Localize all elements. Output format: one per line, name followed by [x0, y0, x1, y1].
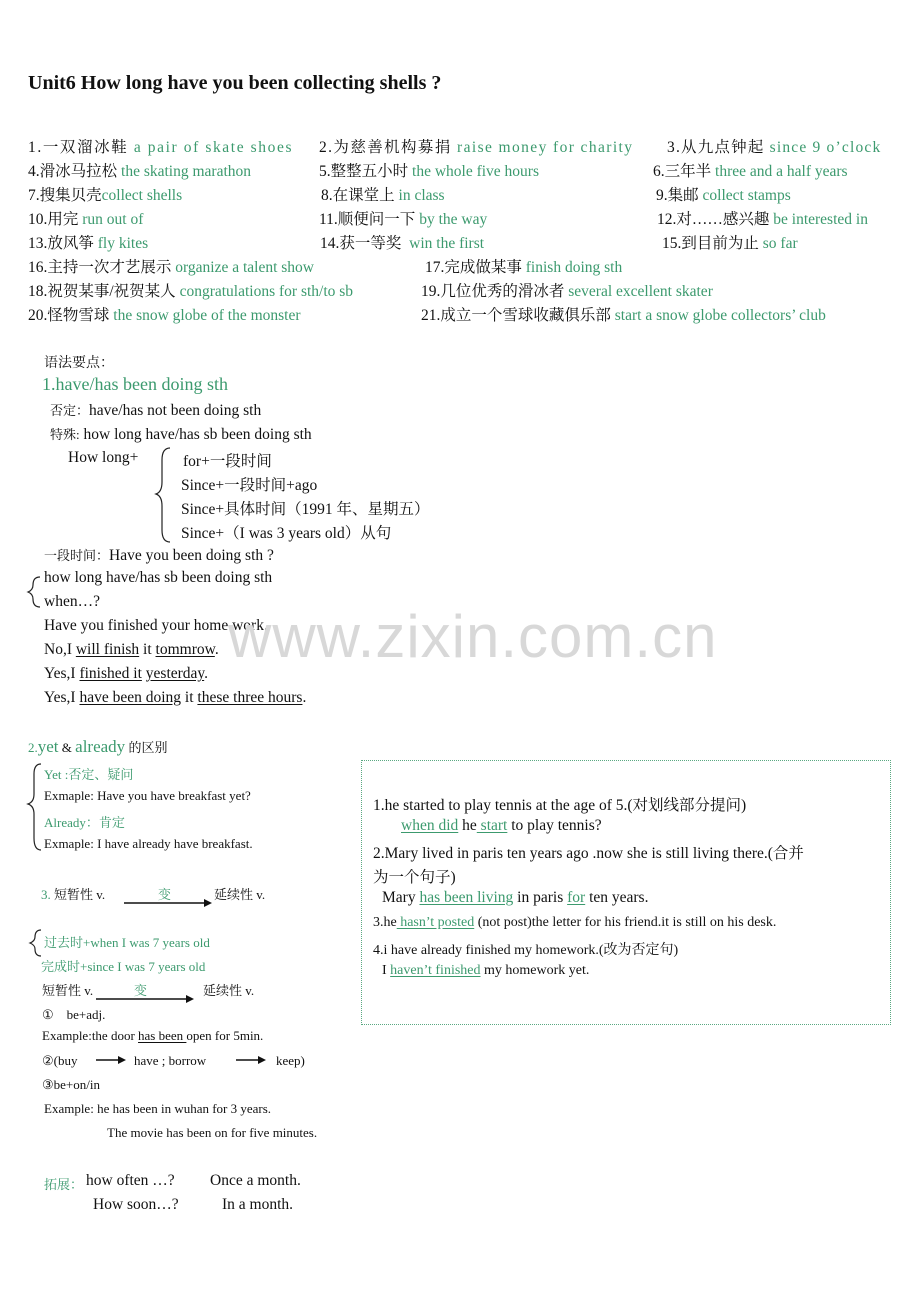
section-heading: 语法要点： [44, 356, 114, 371]
perfect-tense-line: 完成时+since I was 7 years old [41, 959, 206, 974]
list-item: 6.三年半 three and a half years [653, 163, 848, 180]
continuous-label: 延续性 v. [203, 983, 255, 998]
option-since-ago: Since+一段时间+ago [181, 477, 318, 494]
dialog-question: Have you finished your home work. [44, 617, 268, 634]
arrow-icon [96, 1055, 128, 1065]
list-item: 14.获一等奖 win the first [320, 235, 485, 252]
special-form: 特殊: how long have/has sb been doing sth [50, 426, 312, 443]
dialog-answer-2: Yes,I finished it yesterday. [44, 665, 209, 682]
exercise-question-1: 1.he started to play tennis at the age of 5.(对划线部分提问) [373, 797, 747, 814]
extend-question-1: how often …? [86, 1172, 175, 1189]
extend-question-2: How soon…? [93, 1196, 179, 1213]
rule-3-example-2: The movie has been on for five minutes. [107, 1125, 318, 1140]
continuous-label: 延续性 v. [214, 887, 266, 902]
extend-answer-2: In a month. [222, 1196, 294, 1213]
rule-3-example-1: Example: he has been in wuhan for 3 years. [44, 1101, 272, 1116]
list-item: 21.成立一个雪球收藏俱乐部 start a snow globe collectors’ club [421, 307, 826, 324]
list-item: 8.在课堂上 in class [321, 187, 445, 204]
list-item: 3.从九点钟起 since 9 o’clock [667, 139, 882, 156]
brace-icon [28, 762, 44, 862]
section-heading: 2.yet & already 的区别 [28, 737, 168, 756]
list-item: 17.完成做某事 finish doing sth [425, 259, 623, 276]
exercise-question-2: 2.Mary lived in paris ten years ago .now she is still living there.(合并 [373, 845, 804, 862]
list-item: 9.集邮 collect stamps [656, 187, 791, 204]
short-verb-label: 短暂性 v. [42, 983, 94, 998]
rule-2-buy: ②(buy [42, 1053, 78, 1068]
arrow-icon [236, 1055, 268, 1065]
bracket-line-1: how long have/has sb been doing sth [44, 569, 273, 586]
yet-example: Exmaple: Have you have breakfast yet? [44, 788, 251, 803]
exercise-question-3: 3.he hasn’t posted (not post)the letter for his friend.it is still on his desk. [373, 915, 777, 930]
list-item: 4.滑冰马拉松 the skating marathon [28, 163, 252, 180]
exercise-answer-2: Mary has been living in paris for ten years. [382, 889, 649, 906]
change-label: 变 [158, 887, 172, 902]
watermark: www.zixin.com.cn [228, 603, 718, 670]
dialog-answer-3: Yes,I have been doing it these three hours. [44, 689, 307, 706]
arrow-icon [96, 994, 196, 1004]
already-rule: Already：肯定 [44, 815, 125, 830]
rule-2-keep: keep) [276, 1053, 305, 1068]
list-item: 19.几位优秀的滑冰者 several excellent skater [421, 283, 713, 300]
option-for: for+一段时间 [183, 453, 272, 470]
list-item: 10.用完 run out of [28, 211, 144, 228]
rule-2-have-borrow: have ; borrow [134, 1053, 207, 1068]
page-title: Unit6 How long have you been collecting shells ? [28, 72, 442, 94]
verb-rule-line: 3. 短暂性 v. [41, 887, 106, 902]
option-since-clause: Since+（I was 3 years old）从句 [181, 525, 392, 542]
exercise-answer-1: when did he start to play tennis? [401, 817, 602, 834]
list-item: 11.顺便问一下 by the way [319, 211, 488, 228]
already-example: Exmaple: I have already have breakfast. [44, 836, 253, 851]
bracket-line-2: when…? [44, 593, 100, 610]
how-long-label: How long+ [68, 449, 139, 466]
rule-1: ① be+adj. [42, 1007, 106, 1022]
exercise-answer-4: I haven’t finished my homework yet. [382, 963, 590, 978]
arrow-icon [124, 898, 214, 908]
negative-form: 否定：have/has not been doing sth [50, 402, 262, 419]
past-tense-line: 过去时+when I was 7 years old [44, 935, 210, 950]
change-label: 变 [134, 983, 148, 998]
exercise-question-4: 4.i have already finished my homework.(改为否定句) [373, 943, 679, 958]
exercise-question-2-cont: 为一个句子) [373, 869, 456, 886]
yet-rule: Yet :否定、疑问 [44, 767, 134, 782]
list-item: 18.祝贺某事/祝贺某人 congratulations for sth/to sb [28, 283, 354, 300]
list-item: 20.怪物雪球 the snow globe of the monster [28, 307, 301, 324]
list-item: 15.到目前为止 so far [662, 235, 798, 252]
brace-icon [28, 575, 44, 625]
dialog-answer-1: No,I will finish it tommrow. [44, 641, 219, 658]
grammar-point-title: 1.have/has been doing sth [42, 374, 228, 394]
list-item: 2.为慈善机构募捐 raise money for charity [319, 139, 634, 156]
list-item: 13.放风筝 fly kites [28, 235, 149, 252]
extend-label: 拓展： [44, 1177, 84, 1192]
rule-1-example: Example:the door has been open for 5min. [42, 1028, 264, 1043]
list-item: 1.一双溜冰鞋 a pair of skate shoes [28, 139, 294, 156]
list-item: 7.搜集贝壳collect shells [28, 187, 183, 204]
period-question: 一段时间：Have you been doing sth ? [44, 547, 274, 564]
list-item: 16.主持一次才艺展示 organize a talent show [28, 259, 315, 276]
option-since-time: Since+具体时间（1991 年、星期五） [181, 501, 430, 518]
brace-icon [156, 446, 176, 546]
list-item: 5.整整五小时 the whole five hours [319, 163, 539, 180]
list-item: 12.对……感兴趣 be interested in [657, 211, 868, 228]
extend-answer-1: Once a month. [210, 1172, 301, 1189]
rule-3: ③be+on/in [42, 1077, 100, 1092]
